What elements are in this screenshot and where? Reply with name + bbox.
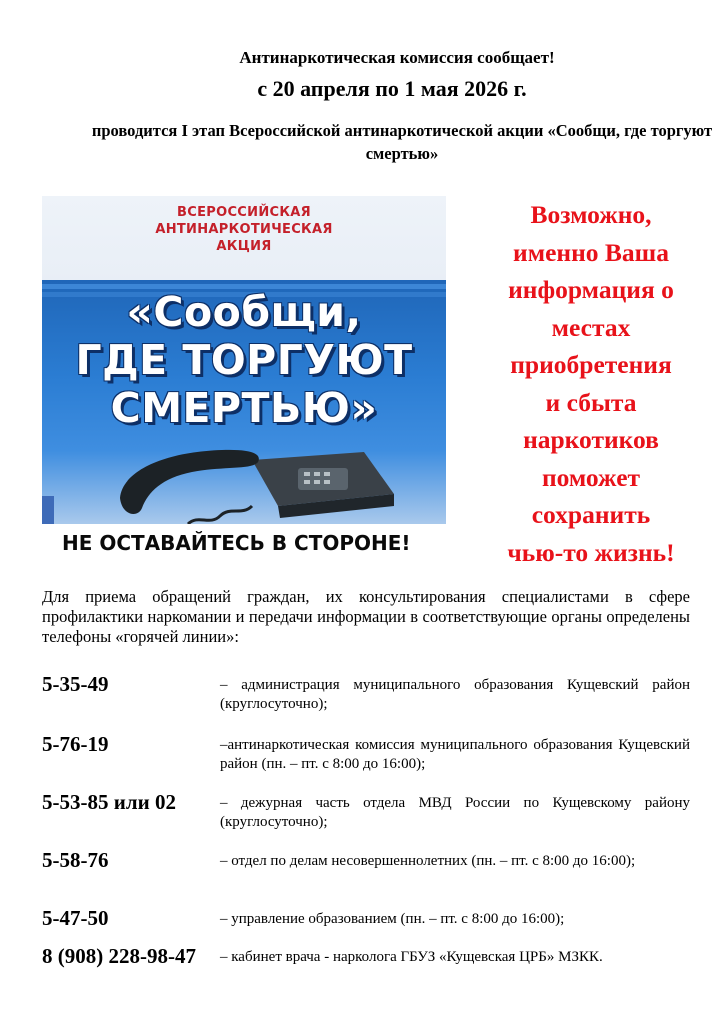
appeal-line: приобретения xyxy=(510,350,672,379)
appeal-line: и сбыта xyxy=(545,387,637,417)
hotline-number: 8 (908) 228-98-47 xyxy=(42,944,196,968)
hotline-description: – управление образованием (пн. – пт. с 8:00 до 16:00); xyxy=(220,911,565,927)
hotline-description: – дежурная часть отдела МВД России по Кущевскому району (круглосуточно); xyxy=(220,795,690,830)
hotline-intro-paragraph: Для приема обращений граждан, их консультирования специалистами в сфере профилактики наркомании и передачи информации в соответствующие органы определены телефоны «горячей линии»: xyxy=(42,587,690,646)
banner-slogan-line: СМЕРТЬЮ» xyxy=(110,384,378,432)
banner-slogan-line: «Сообщи, xyxy=(126,288,362,336)
announcement-title: Антинаркотическая комиссия сообщает! xyxy=(239,48,555,67)
hotline-number: 5-58-76 xyxy=(42,848,109,872)
banner-top-line: АНТИНАРКОТИЧЕСКАЯ xyxy=(155,222,333,237)
banner-top-panel xyxy=(42,196,446,286)
banner-footer xyxy=(42,524,446,564)
date-range-heading: с 20 апреля по 1 мая 2026 г. xyxy=(257,76,527,101)
appeal-line: поможет xyxy=(541,462,641,492)
banner-top-line: ВСЕРОССИЙСКАЯ xyxy=(177,205,311,220)
hotline-description: –антинаркотическая комиссия муниципального образования Кущевский район (пн. – пт. с 8:00 до 16:00); xyxy=(220,737,690,772)
campaign-banner xyxy=(42,196,448,564)
campaign-subtitle: проводится I этап Всероссийской антинаркотической акции «Сообщи, где торгуют смертью» xyxy=(91,121,713,163)
appeal-line: сохранить xyxy=(531,500,651,529)
hotline-description: – кабинет врача - нарколога ГБУЗ «Кущевская ЦРБ» МЗКК. xyxy=(220,949,603,965)
banner-slogan-line: ГДЕ ТОРГУЮТ xyxy=(75,336,413,384)
appeal-line: местах xyxy=(551,312,631,342)
hotline-number: 5-35-49 xyxy=(42,672,109,696)
telephone-icon xyxy=(102,432,402,528)
appeal-line: именно Ваша xyxy=(513,237,669,267)
appeal-line: Возможно, xyxy=(530,200,652,229)
appeal-line: информация о xyxy=(508,275,674,304)
appeal-text xyxy=(458,196,724,571)
banner-top-line: АКЦИЯ xyxy=(216,239,272,254)
hotline-number: 5-76-19 xyxy=(42,732,109,756)
hotline-description: – отдел по делам несовершеннолетних (пн. – пт. с 8:00 до 16:00); xyxy=(220,853,636,869)
hotline-number: 5-47-50 xyxy=(42,906,109,930)
hotline-number: 5-53-85 или 02 xyxy=(42,790,176,814)
banner-call-to-action: НЕ ОСТАВАЙТЕСЬ В СТОРОНЕ! xyxy=(62,531,411,555)
hotline-description: – администрация муниципального образования Кущевский район (круглосуточно); xyxy=(220,677,690,712)
appeal-line: чью-то жизнь! xyxy=(507,537,675,567)
appeal-line: наркотиков xyxy=(523,425,659,454)
